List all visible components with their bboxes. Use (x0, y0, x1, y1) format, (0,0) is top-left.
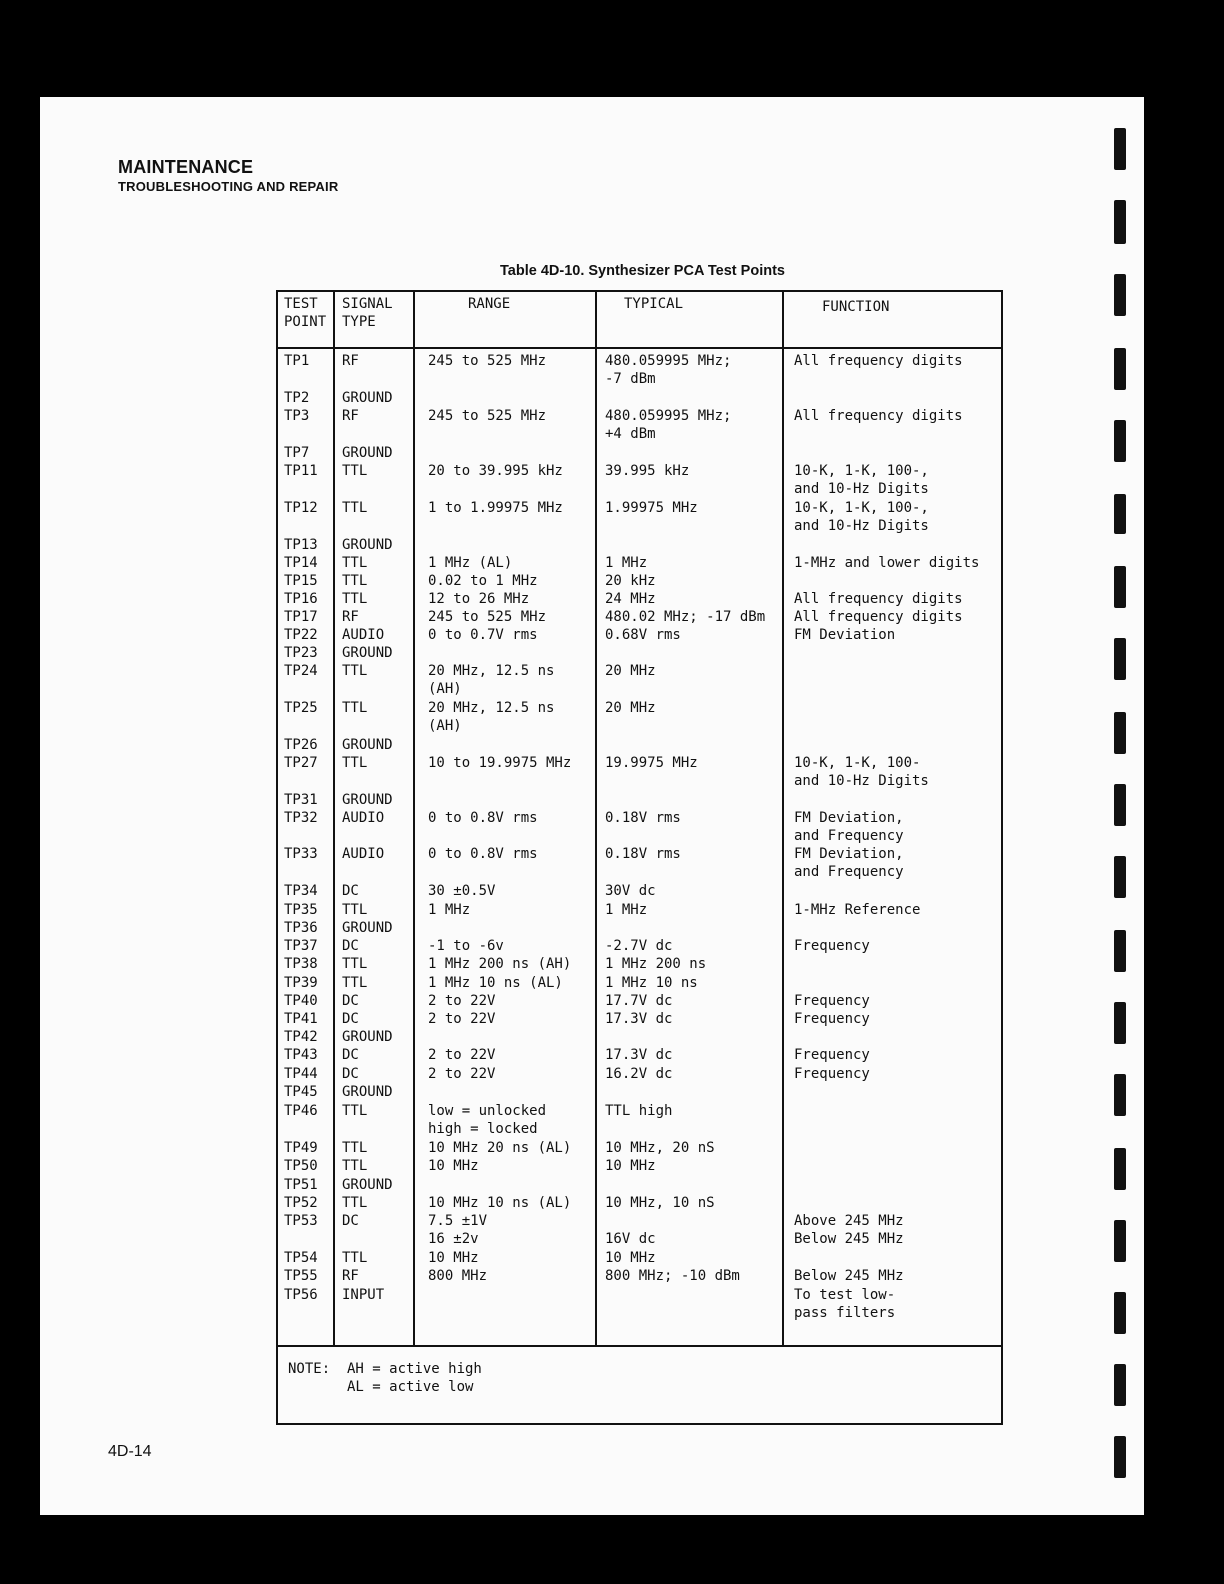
table-row (278, 662, 1001, 697)
cell-signal-type: TTL (342, 500, 368, 516)
cell-test-point: TP38 (284, 956, 318, 972)
cell-signal-type: TTL (342, 1140, 368, 1156)
table-row (278, 572, 1001, 590)
cell-function: All frequency digits (794, 591, 963, 607)
cell-test-point: TP37 (284, 938, 318, 954)
table-row (278, 1194, 1001, 1212)
cell-range: 30 ±0.5V (428, 883, 496, 899)
cell-typical: 19.9975 MHz (605, 755, 698, 771)
cell-test-point: TP51 (284, 1177, 318, 1193)
cell-range: 7.5 ±1V 16 ±2v (428, 1213, 488, 1247)
subsection-heading: TROUBLESHOOTING AND REPAIR (118, 179, 339, 194)
cell-typical: 16.2V dc (605, 1066, 673, 1082)
page-edge-tab (1114, 784, 1126, 826)
cell-test-point: TP1 (284, 353, 310, 369)
cell-test-point: TP27 (284, 755, 318, 771)
cell-range: 1 MHz 10 ns (AL) (428, 975, 563, 991)
cell-typical: 17.3V dc (605, 1047, 673, 1063)
header-test-point: TEST POINT (284, 296, 327, 330)
cell-signal-type: TTL (342, 663, 368, 679)
cell-signal-type: GROUND (342, 920, 393, 936)
header-divider (278, 347, 1001, 349)
cell-range: 2 to 22V (428, 1047, 496, 1063)
table-row (278, 736, 1001, 754)
table-row (278, 791, 1001, 809)
cell-typical: 10 MHz, 20 nS (605, 1140, 715, 1156)
cell-signal-type: GROUND (342, 537, 393, 553)
cell-signal-type: GROUND (342, 1084, 393, 1100)
cell-range: 245 to 525 MHz (428, 408, 547, 424)
table-row (278, 1157, 1001, 1175)
page-edge-tab (1114, 348, 1126, 390)
cell-function: All frequency digits (794, 353, 963, 369)
cell-test-point: TP13 (284, 537, 318, 553)
cell-signal-type: TTL (342, 755, 368, 771)
cell-function: Frequency (794, 1047, 870, 1063)
cell-signal-type: TTL (342, 463, 368, 479)
table-row (278, 901, 1001, 919)
cell-function: 1-MHz Reference (794, 902, 921, 918)
cell-test-point: TP26 (284, 737, 318, 753)
cell-test-point: TP16 (284, 591, 318, 607)
cell-signal-type: DC (342, 1066, 359, 1082)
cell-signal-type: AUDIO (342, 846, 385, 862)
page-edge-tab (1114, 420, 1126, 462)
cell-signal-type: TTL (342, 1103, 368, 1119)
table-row (278, 407, 1001, 442)
cell-test-point: TP46 (284, 1103, 318, 1119)
cell-function: Frequency (794, 1066, 870, 1082)
cell-signal-type: GROUND (342, 645, 393, 661)
table-row (278, 1286, 1001, 1321)
page-edge-tab (1114, 200, 1126, 244)
cell-range: 1 MHz (AL) (428, 555, 513, 571)
cell-function: 10-K, 1-K, 100-, and 10-Hz Digits (794, 500, 929, 534)
cell-test-point: TP55 (284, 1268, 318, 1284)
cell-function: All frequency digits (794, 408, 963, 424)
cell-test-point: TP7 (284, 445, 310, 461)
test-points-table (276, 290, 1003, 1425)
cell-signal-type: TTL (342, 700, 368, 716)
table-row (278, 1176, 1001, 1194)
cell-range: 10 MHz (428, 1250, 479, 1266)
cell-function: Above 245 MHz Below 245 MHz (794, 1213, 904, 1247)
cell-signal-type: RF (342, 1268, 359, 1284)
cell-function: 10-K, 1-K, 100-, and 10-Hz Digits (794, 463, 929, 497)
table-row (278, 1212, 1001, 1247)
cell-typical: 0.18V rms (605, 810, 681, 826)
cell-range: 20 MHz, 12.5 ns (AH) (428, 700, 555, 734)
table-row (278, 699, 1001, 734)
cell-function: Frequency (794, 993, 870, 1009)
table-row (278, 919, 1001, 937)
cell-range: 1 MHz (428, 902, 471, 918)
cell-typical: 20 MHz (605, 663, 656, 679)
table-row (278, 626, 1001, 644)
cell-signal-type: TTL (342, 1158, 368, 1174)
cell-function: Below 245 MHz (794, 1268, 904, 1284)
cell-signal-type: RF (342, 609, 359, 625)
page-edge-tab (1114, 856, 1126, 898)
document-page (40, 97, 1144, 1515)
header-range: RANGE (468, 296, 511, 312)
table-row (278, 536, 1001, 554)
cell-range: 1 MHz 200 ns (AH) (428, 956, 572, 972)
page-edge-tab (1114, 566, 1126, 608)
cell-typical: 1 MHz 10 ns (605, 975, 698, 991)
cell-test-point: TP43 (284, 1047, 318, 1063)
cell-typical: 0.68V rms (605, 627, 681, 643)
table-row (278, 1028, 1001, 1046)
cell-test-point: TP15 (284, 573, 318, 589)
cell-signal-type: DC (342, 993, 359, 1009)
header-function: FUNCTION (822, 299, 890, 315)
cell-typical: 0.18V rms (605, 846, 681, 862)
cell-range: 0.02 to 1 MHz (428, 573, 538, 589)
cell-test-point: TP3 (284, 408, 310, 424)
cell-function: All frequency digits (794, 609, 963, 625)
cell-test-point: TP41 (284, 1011, 318, 1027)
table-row (278, 974, 1001, 992)
cell-range: 20 MHz, 12.5 ns (AH) (428, 663, 555, 697)
cell-range: 10 MHz 20 ns (AL) (428, 1140, 572, 1156)
cell-range: 2 to 22V (428, 1011, 496, 1027)
table-row (278, 1139, 1001, 1157)
table-row (278, 1010, 1001, 1028)
cell-test-point: TP12 (284, 500, 318, 516)
cell-test-point: TP11 (284, 463, 318, 479)
cell-function: FM Deviation, and Frequency (794, 810, 904, 844)
cell-test-point: TP32 (284, 810, 318, 826)
cell-function: To test low- pass filters (794, 1287, 896, 1321)
cell-range: 2 to 22V (428, 993, 496, 1009)
cell-function: 10-K, 1-K, 100- and 10-Hz Digits (794, 755, 929, 789)
table-row (278, 754, 1001, 789)
cell-test-point: TP17 (284, 609, 318, 625)
cell-signal-type: DC (342, 883, 359, 899)
cell-typical: 20 kHz (605, 573, 656, 589)
cell-signal-type: GROUND (342, 390, 393, 406)
cell-function: Frequency (794, 1011, 870, 1027)
cell-signal-type: GROUND (342, 445, 393, 461)
cell-range: 0 to 0.8V rms (428, 810, 538, 826)
table-row (278, 644, 1001, 662)
page-edge-tab (1114, 1220, 1126, 1262)
page-edge-tab (1114, 494, 1126, 534)
table-row (278, 992, 1001, 1010)
cell-test-point: TP45 (284, 1084, 318, 1100)
cell-signal-type: TTL (342, 902, 368, 918)
cell-signal-type: RF (342, 353, 359, 369)
cell-test-point: TP25 (284, 700, 318, 716)
table-row (278, 845, 1001, 880)
cell-typical: 17.7V dc (605, 993, 673, 1009)
cell-test-point: TP35 (284, 902, 318, 918)
cell-signal-type: GROUND (342, 1177, 393, 1193)
page-edge-tab (1114, 128, 1126, 170)
table-row (278, 554, 1001, 572)
cell-signal-type: DC (342, 1213, 359, 1229)
cell-test-point: TP23 (284, 645, 318, 661)
cell-typical: 1 MHz (605, 902, 648, 918)
cell-test-point: TP34 (284, 883, 318, 899)
cell-range: 245 to 525 MHz (428, 353, 547, 369)
cell-signal-type: TTL (342, 573, 368, 589)
cell-signal-type: AUDIO (342, 810, 385, 826)
header-signal-type: SIGNAL TYPE (342, 296, 393, 330)
table-caption: Table 4D-10. Synthesizer PCA Test Points (500, 263, 785, 279)
table-row (278, 1083, 1001, 1101)
cell-range: 10 to 19.9975 MHz (428, 755, 572, 771)
cell-signal-type: TTL (342, 591, 368, 607)
cell-typical: 24 MHz (605, 591, 656, 607)
cell-typical: 1 MHz (605, 555, 648, 571)
table-row (278, 444, 1001, 462)
cell-test-point: TP22 (284, 627, 318, 643)
table-row (278, 1267, 1001, 1285)
cell-test-point: TP40 (284, 993, 318, 1009)
cell-typical: 800 MHz; -10 dBm (605, 1268, 740, 1284)
cell-signal-type: DC (342, 1047, 359, 1063)
cell-signal-type: GROUND (342, 1029, 393, 1045)
table-row (278, 499, 1001, 534)
cell-range: 2 to 22V (428, 1066, 496, 1082)
cell-signal-type: TTL (342, 975, 368, 991)
cell-range: low = unlocked high = locked (428, 1103, 547, 1137)
table-row (278, 809, 1001, 844)
page-edge-tab (1114, 1074, 1126, 1116)
table-row (278, 937, 1001, 955)
cell-signal-type: TTL (342, 1195, 368, 1211)
cell-signal-type: AUDIO (342, 627, 385, 643)
cell-test-point: TP50 (284, 1158, 318, 1174)
table-row (278, 352, 1001, 387)
table-row (278, 608, 1001, 626)
cell-signal-type: GROUND (342, 737, 393, 753)
page-edge-tab (1114, 1436, 1126, 1478)
cell-test-point: TP39 (284, 975, 318, 991)
cell-typical: 20 MHz (605, 700, 656, 716)
cell-test-point: TP33 (284, 846, 318, 862)
cell-test-point: TP44 (284, 1066, 318, 1082)
cell-typical: 480.059995 MHz; -7 dBm (605, 353, 732, 387)
cell-typical: 10 MHz, 10 nS (605, 1195, 715, 1211)
page-edge-tab (1114, 1002, 1126, 1044)
cell-signal-type: TTL (342, 1250, 368, 1266)
cell-test-point: TP42 (284, 1029, 318, 1045)
page-edge-tab (1114, 274, 1126, 316)
cell-range: 10 MHz (428, 1158, 479, 1174)
table-note: NOTE: AH = active high AL = active low (288, 1361, 482, 1395)
cell-typical: 10 MHz (605, 1158, 656, 1174)
table-row (278, 1065, 1001, 1083)
cell-test-point: TP56 (284, 1287, 318, 1303)
cell-test-point: TP24 (284, 663, 318, 679)
cell-typical: 30V dc (605, 883, 656, 899)
section-heading: MAINTENANCE (118, 157, 254, 177)
cell-test-point: TP54 (284, 1250, 318, 1266)
page-edge-tab (1114, 1364, 1126, 1406)
table-row (278, 590, 1001, 608)
cell-test-point: TP53 (284, 1213, 318, 1229)
cell-test-point: TP52 (284, 1195, 318, 1211)
cell-function: FM Deviation, and Frequency (794, 846, 904, 880)
table-row (278, 1102, 1001, 1137)
cell-range: 10 MHz 10 ns (AL) (428, 1195, 572, 1211)
cell-typical: 10 MHz (605, 1250, 656, 1266)
table-row (278, 882, 1001, 900)
cell-signal-type: INPUT (342, 1287, 385, 1303)
page-edge-tab (1114, 1148, 1126, 1190)
table-row (278, 462, 1001, 497)
cell-function: Frequency (794, 938, 870, 954)
cell-function: 1-MHz and lower digits (794, 555, 980, 571)
cell-typical: 39.995 kHz (605, 463, 690, 479)
page-edge-tab (1114, 1292, 1126, 1334)
cell-range: 12 to 26 MHz (428, 591, 530, 607)
table-row (278, 955, 1001, 973)
cell-test-point: TP14 (284, 555, 318, 571)
cell-test-point: TP2 (284, 390, 310, 406)
cell-range: 0 to 0.7V rms (428, 627, 538, 643)
cell-test-point: TP49 (284, 1140, 318, 1156)
cell-range: 20 to 39.995 kHz (428, 463, 563, 479)
cell-typical: TTL high (605, 1103, 673, 1119)
cell-test-point: TP36 (284, 920, 318, 936)
cell-typical: 16V dc (605, 1231, 656, 1247)
page-edge-tab (1114, 930, 1126, 972)
page-number: 4D-14 (108, 1443, 152, 1460)
header-typical: TYPICAL (624, 296, 684, 312)
cell-range: 245 to 525 MHz (428, 609, 547, 625)
cell-signal-type: DC (342, 938, 359, 954)
cell-range: 1 to 1.99975 MHz (428, 500, 563, 516)
cell-range: 0 to 0.8V rms (428, 846, 538, 862)
cell-range: 800 MHz (428, 1268, 488, 1284)
cell-typical: 480.059995 MHz; +4 dBm (605, 408, 732, 442)
cell-typical: 1.99975 MHz (605, 500, 698, 516)
cell-typical: -2.7V dc (605, 938, 673, 954)
cell-typical: 17.3V dc (605, 1011, 673, 1027)
cell-typical: 480.02 MHz; -17 dBm (605, 609, 766, 625)
cell-signal-type: TTL (342, 956, 368, 972)
note-divider (278, 1345, 1001, 1347)
page-edge-tab (1114, 712, 1126, 754)
cell-signal-type: TTL (342, 555, 368, 571)
cell-function: FM Deviation (794, 627, 896, 643)
cell-signal-type: GROUND (342, 792, 393, 808)
cell-signal-type: RF (342, 408, 359, 424)
cell-test-point: TP31 (284, 792, 318, 808)
cell-signal-type: DC (342, 1011, 359, 1027)
cell-typical: 1 MHz 200 ns (605, 956, 707, 972)
page-edge-tab (1114, 638, 1126, 680)
table-row (278, 1249, 1001, 1267)
table-row (278, 1046, 1001, 1064)
cell-range: -1 to -6v (428, 938, 504, 954)
table-row (278, 389, 1001, 407)
